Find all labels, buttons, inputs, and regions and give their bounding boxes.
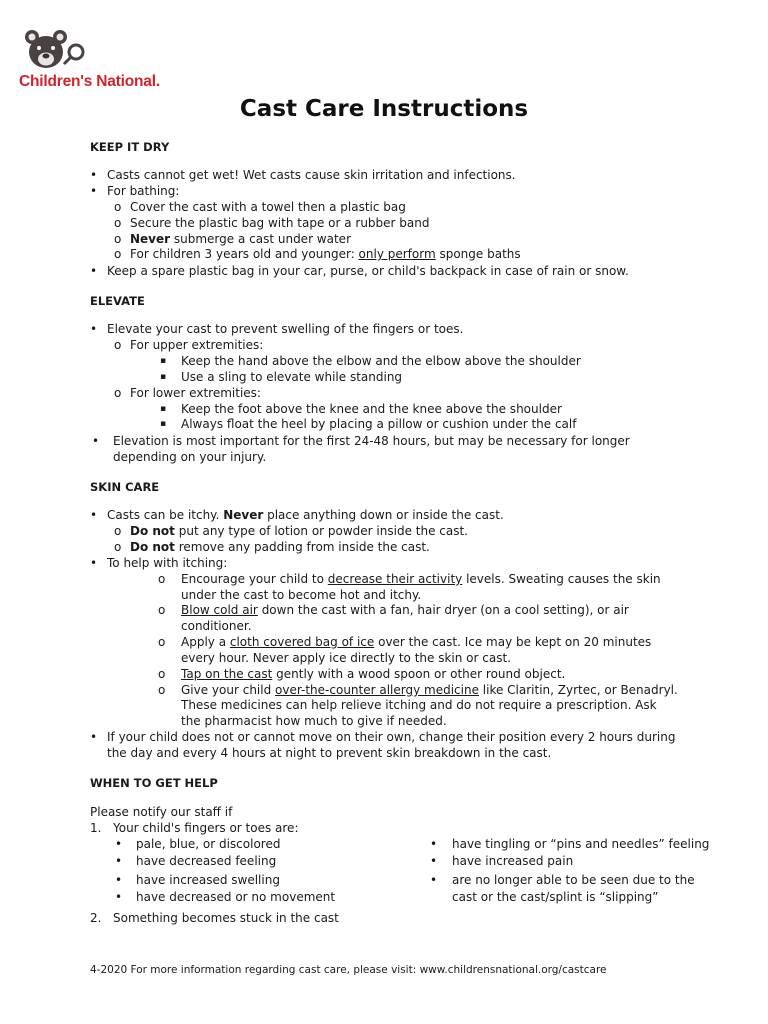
list-item: have increased swelling xyxy=(136,873,280,887)
emphasis-text: Do not xyxy=(130,524,175,538)
list-item: Casts cannot get wet! Wet casts cause skin irritation and infections. xyxy=(107,168,516,182)
brand-logo-text: Children's National. xyxy=(19,73,160,90)
bullet-dot: • xyxy=(430,837,438,851)
list-item xyxy=(181,682,678,698)
bullet-dot: • xyxy=(90,730,98,744)
list-item: Your child's fingers or toes are: xyxy=(113,821,299,835)
bullet-dot: • xyxy=(115,890,123,904)
list-item-continuation: the pharmacist how much to give if needed. xyxy=(181,714,447,728)
sub-bullet-circle: o xyxy=(158,683,166,697)
text: submerge a cast under water xyxy=(170,232,351,246)
bullet-dot: • xyxy=(115,873,123,887)
list-item: Keep the hand above the elbow and the elbow above the shoulder xyxy=(181,354,581,368)
list-item: For upper extremities: xyxy=(130,338,264,352)
text: over the cast. Ice may be kept on 20 minutes xyxy=(374,635,652,649)
sub-bullet-circle: o xyxy=(114,540,122,554)
list-item: have tingling or “pins and needles” feeling xyxy=(452,837,710,851)
bullet-dot: • xyxy=(90,264,98,278)
underlined-text: Tap on the cast xyxy=(181,667,273,681)
text: levels. Sweating causes the skin xyxy=(462,572,661,586)
bullet-dot: • xyxy=(90,322,98,336)
page-title: Cast Care Instructions xyxy=(239,96,529,122)
list-item xyxy=(107,507,504,523)
square-bullet: ▪ xyxy=(160,419,167,429)
footer-text: 4-2020 For more information regarding cast care, please visit: www.childrensnational.org/castcare xyxy=(90,964,607,976)
list-item-continuation: under the cast to become hot and itchy. xyxy=(181,588,422,602)
sub-bullet-circle: o xyxy=(158,667,166,681)
section-heading-when-to-get-help: WHEN TO GET HELP xyxy=(90,776,218,790)
list-item-continuation: These medicines can help relieve itching and do not require a prescription. Ask xyxy=(181,698,657,712)
emphasis-text: Do not xyxy=(130,540,175,554)
text: gently with a wood spoon or other round object. xyxy=(272,667,566,681)
sub-bullet-circle: o xyxy=(158,635,166,649)
list-item: are no longer able to be seen due to the xyxy=(452,873,695,887)
underlined-text: cloth covered bag of ice xyxy=(229,635,375,649)
bullet-dot: • xyxy=(92,434,100,448)
list-item xyxy=(181,634,651,650)
list-number: 2. xyxy=(90,911,102,925)
list-item: Something becomes stuck in the cast xyxy=(113,911,339,925)
list-item: have decreased or no movement xyxy=(136,890,336,904)
bullet-dot: • xyxy=(90,556,98,570)
list-item: Use a sling to elevate while standing xyxy=(181,370,403,384)
bullet-dot: • xyxy=(430,854,438,868)
list-item-continuation: conditioner. xyxy=(181,619,252,633)
list-item: have decreased feeling xyxy=(136,854,277,868)
section-heading-skin-care: SKIN CARE xyxy=(90,480,160,494)
list-item: Elevation is most important for the first 24-48 hours, but may be necessary for longer xyxy=(113,434,630,448)
bullet-dot: • xyxy=(90,508,98,522)
underlined-text: only perform xyxy=(358,247,436,261)
underlined-text: over-the-counter allergy medicine xyxy=(275,683,479,697)
text: Encourage your child to xyxy=(181,572,328,586)
text: Give your child xyxy=(181,683,276,697)
section-heading-keep-dry: KEEP IT DRY xyxy=(90,140,170,154)
text: Casts can be itchy. xyxy=(107,508,224,522)
list-number: 1. xyxy=(90,821,102,835)
list-item xyxy=(130,231,351,247)
bullet-dot: • xyxy=(430,873,438,887)
list-item: For bathing: xyxy=(107,184,180,198)
sub-bullet-circle: o xyxy=(114,247,122,261)
text: like Claritin, Zyrtec, or Benadryl. xyxy=(478,683,678,697)
list-item: If your child does not or cannot move on their own, change their position every 2 hours during xyxy=(107,730,676,744)
text: down the cast with a fan, hair dryer (on a cool setting), or air xyxy=(257,603,629,617)
list-item-continuation: cast or the cast/splint is “slipping” xyxy=(452,890,659,904)
list-item: Cover the cast with a towel then a plastic bag xyxy=(130,200,406,214)
sub-bullet-circle: o xyxy=(158,603,166,617)
text: remove any padding from inside the cast. xyxy=(174,540,430,554)
text: sponge baths xyxy=(435,247,521,261)
text: Apply a xyxy=(181,635,230,649)
list-item: pale, blue, or discolored xyxy=(136,837,281,851)
list-item: For lower extremities: xyxy=(130,386,261,400)
underlined-text: decrease their activity xyxy=(327,572,463,586)
sub-bullet-circle: o xyxy=(114,386,122,400)
sub-bullet-circle: o xyxy=(114,524,122,538)
list-item: To help with itching: xyxy=(107,556,228,570)
sub-bullet-circle: o xyxy=(114,200,122,214)
list-item: Secure the plastic bag with tape or a rubber band xyxy=(130,216,430,230)
text: put any type of lotion or powder inside the cast. xyxy=(174,524,468,538)
square-bullet: ▪ xyxy=(160,356,167,366)
intro-text: Please notify our staff if xyxy=(90,805,233,819)
list-item: Keep the foot above the knee and the knee above the shoulder xyxy=(181,402,562,416)
bullet-dot: • xyxy=(90,168,98,182)
list-item: have increased pain xyxy=(452,854,574,868)
list-item-continuation: every hour. Never apply ice directly to the skin or cast. xyxy=(181,651,511,665)
list-item: Elevate your cast to prevent swelling of the fingers or toes. xyxy=(107,322,464,336)
list-item xyxy=(181,602,629,618)
list-item xyxy=(130,523,468,539)
sub-bullet-circle: o xyxy=(158,572,166,586)
section-heading-elevate: ELEVATE xyxy=(90,294,145,308)
list-item xyxy=(181,571,661,587)
underlined-text: Blow cold air xyxy=(181,603,258,617)
list-item-continuation: depending on your injury. xyxy=(113,450,267,464)
emphasis-text: Never xyxy=(223,508,264,522)
square-bullet: ▪ xyxy=(160,372,167,382)
text: place anything down or inside the cast. xyxy=(263,508,504,522)
list-item: Always float the heel by placing a pillow or cushion under the calf xyxy=(181,417,577,431)
square-bullet: ▪ xyxy=(160,404,167,414)
sub-bullet-circle: o xyxy=(114,338,122,352)
sub-bullet-circle: o xyxy=(114,216,122,230)
list-item-continuation: the day and every 4 hours at night to prevent skin breakdown in the cast. xyxy=(107,746,552,760)
list-item: Keep a spare plastic bag in your car, purse, or child's backpack in case of rain or snow. xyxy=(107,264,629,278)
emphasis-text: Never xyxy=(130,232,171,246)
bear-logo-icon xyxy=(20,28,92,79)
list-item xyxy=(181,666,565,682)
bullet-dot: • xyxy=(115,837,123,851)
bullet-dot: • xyxy=(90,184,98,198)
list-item xyxy=(130,246,521,262)
text: For children 3 years old and younger: xyxy=(130,247,359,261)
sub-bullet-circle: o xyxy=(114,232,122,246)
bullet-dot: • xyxy=(115,854,123,868)
list-item xyxy=(130,539,430,555)
